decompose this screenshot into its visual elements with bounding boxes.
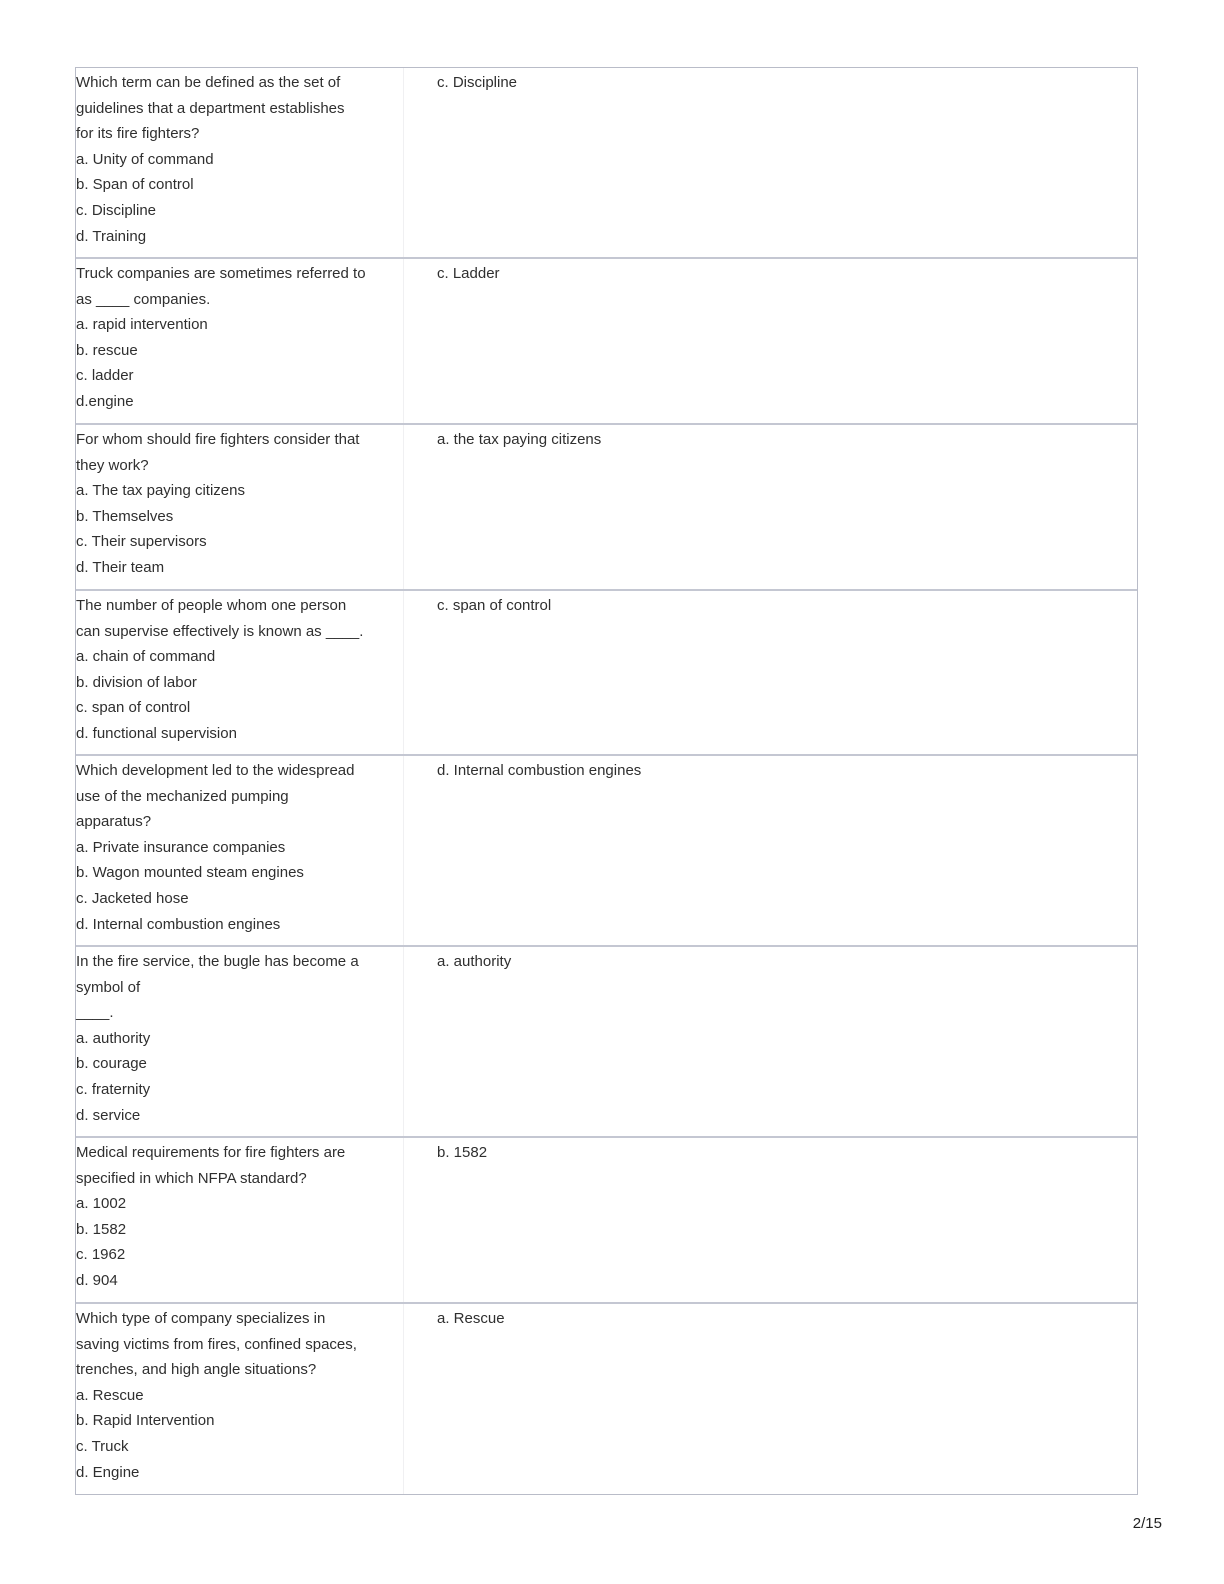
- option-c: c. fraternity: [76, 1080, 151, 1098]
- option-a: a. Private insurance companies: [76, 838, 286, 856]
- term-cell: [76, 259, 404, 423]
- flashcard-row: [76, 1138, 1137, 1304]
- option-d: d. service: [76, 1106, 141, 1124]
- term-cell: [76, 756, 404, 945]
- option-d: d.engine: [76, 392, 134, 410]
- flashcard-row: [76, 947, 1137, 1138]
- option-b: b. division of labor: [76, 673, 197, 691]
- question-text: Which type of company specializes in saving victims from fires, confined spaces, trenches, and high angle situations?: [76, 1310, 357, 1379]
- option-a: a. The tax paying citizens: [76, 482, 245, 500]
- term-cell: [76, 68, 404, 257]
- option-c: c. 1962: [76, 1246, 126, 1264]
- answer-text: c. span of control: [437, 597, 552, 614]
- option-a: a. rapid intervention: [76, 316, 208, 334]
- answer-text: a. authority: [437, 953, 512, 970]
- question-text: Which development led to the widespread use of the mechanized pumping apparatus?: [76, 762, 355, 831]
- flashcard-row: [76, 259, 1137, 425]
- question-text: Which term can be defined as the set of guidelines that a department establishes for its fire fighters?: [76, 74, 345, 143]
- term-cell: [76, 1138, 404, 1302]
- question-text: In the fire service, the bugle has become a symbol of ____.: [76, 953, 359, 1022]
- option-d: d. Internal combustion engines: [76, 915, 281, 933]
- term-cell: [76, 425, 404, 589]
- option-a: a. 1002: [76, 1195, 127, 1213]
- option-d: d. Engine: [76, 1463, 140, 1481]
- option-a: a. Rescue: [76, 1386, 144, 1404]
- option-c: c. Truck: [76, 1437, 129, 1455]
- answer-text: a. Rescue: [437, 1310, 505, 1327]
- question-text: The number of people whom one person can supervise effectively is known as ____.: [76, 597, 364, 640]
- option-d: d. functional supervision: [76, 724, 237, 742]
- option-a: a. Unity of command: [76, 150, 214, 168]
- option-a: a. chain of command: [76, 648, 216, 666]
- flashcard-row: [76, 591, 1137, 756]
- option-a: a. authority: [76, 1029, 151, 1047]
- question-text: For whom should fire fighters consider that they work?: [76, 431, 360, 474]
- option-d: d. Training: [76, 227, 147, 245]
- option-b: b. rescue: [76, 341, 138, 359]
- option-b: b. Span of control: [76, 176, 194, 194]
- option-b: b. courage: [76, 1055, 147, 1073]
- question-text: Truck companies are sometimes referred to as ____ companies.: [76, 265, 366, 308]
- option-c: c. Jacketed hose: [76, 889, 189, 907]
- answer-text: c. Discipline: [437, 74, 518, 91]
- flashcard-row: [76, 1304, 1137, 1494]
- term-cell: [76, 591, 404, 754]
- term-cell: [76, 947, 404, 1136]
- option-c: c. Their supervisors: [76, 533, 207, 551]
- flashcard-row: [76, 756, 1137, 947]
- option-b: b. Wagon mounted steam engines: [76, 864, 304, 882]
- page-number: 2/15: [1132, 1515, 1162, 1532]
- option-b: b. Rapid Intervention: [76, 1412, 215, 1430]
- answer-text: d. Internal combustion engines: [437, 762, 642, 779]
- flashcard-row: [76, 68, 1137, 259]
- answer-text: c. Ladder: [437, 265, 500, 282]
- answer-text: b. 1582: [437, 1144, 488, 1161]
- question-text: Medical requirements for fire fighters are specified in which NFPA standard?: [76, 1144, 346, 1187]
- term-cell: [76, 1304, 404, 1494]
- option-b: b. Themselves: [76, 507, 174, 525]
- option-c: c. ladder: [76, 367, 134, 385]
- option-b: b. 1582: [76, 1220, 127, 1238]
- option-d: d. 904: [76, 1271, 118, 1289]
- option-c: c. span of control: [76, 699, 191, 717]
- option-d: d. Their team: [76, 558, 165, 576]
- flashcard-table: [75, 67, 1138, 1495]
- option-c: c. Discipline: [76, 201, 157, 219]
- answer-text: a. the tax paying citizens: [437, 431, 602, 448]
- flashcard-row: [76, 425, 1137, 591]
